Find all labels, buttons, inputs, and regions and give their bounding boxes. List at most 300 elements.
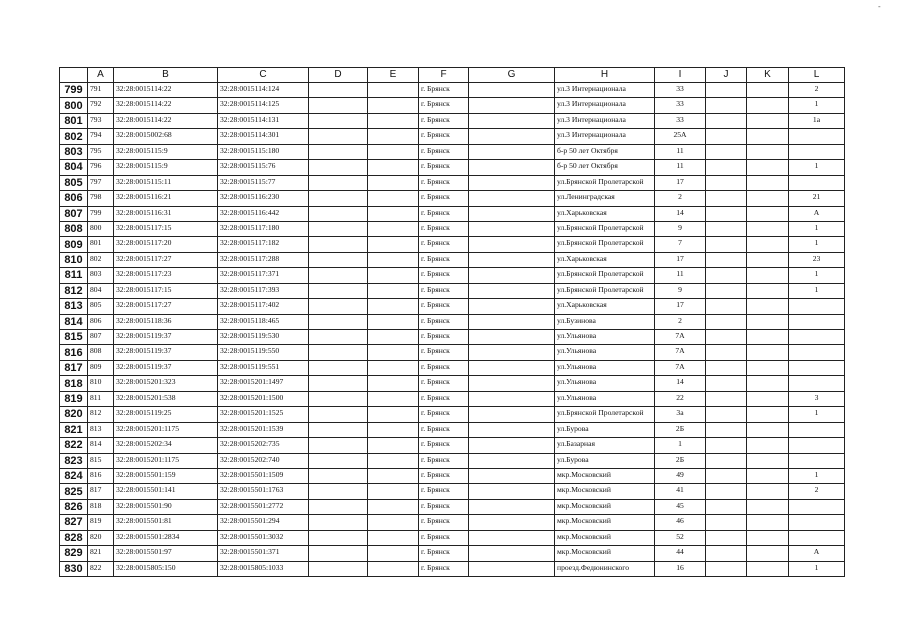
cell-k[interactable] — [747, 484, 789, 499]
cell-i[interactable]: 49 — [655, 468, 706, 483]
row-number-cell[interactable]: 805 — [60, 175, 88, 190]
cell-j[interactable] — [706, 191, 747, 206]
cell-k[interactable] — [747, 113, 789, 128]
cell-h[interactable]: ул.Бузинова — [555, 314, 655, 329]
cell-g[interactable] — [469, 144, 555, 159]
cell-k[interactable] — [747, 345, 789, 360]
cell-l[interactable]: 1 — [789, 561, 845, 576]
cell-l[interactable]: А — [789, 206, 845, 221]
cell-d[interactable] — [309, 83, 368, 98]
cell-g[interactable] — [469, 515, 555, 530]
cell-h[interactable]: ул.Бурова — [555, 422, 655, 437]
cell-f[interactable]: г. Брянск — [419, 237, 469, 252]
cell-d[interactable] — [309, 499, 368, 514]
cell-a[interactable]: 801 — [88, 237, 114, 252]
cell-k[interactable] — [747, 499, 789, 514]
cell-l[interactable]: 23 — [789, 252, 845, 267]
cell-f[interactable]: г. Брянск — [419, 499, 469, 514]
row-number-cell[interactable]: 808 — [60, 221, 88, 236]
cell-h[interactable]: ул.Бурова — [555, 453, 655, 468]
cell-b[interactable]: 32:28:0015117:23 — [114, 268, 218, 283]
cell-d[interactable] — [309, 453, 368, 468]
column-header-j[interactable]: J — [706, 68, 747, 83]
cell-b[interactable]: 32:28:0015117:20 — [114, 237, 218, 252]
cell-j[interactable] — [706, 561, 747, 576]
cell-f[interactable]: г. Брянск — [419, 191, 469, 206]
row-number-cell[interactable]: 799 — [60, 83, 88, 98]
cell-j[interactable] — [706, 376, 747, 391]
cell-a[interactable]: 813 — [88, 422, 114, 437]
cell-e[interactable] — [368, 345, 419, 360]
cell-a[interactable]: 806 — [88, 314, 114, 329]
cell-k[interactable] — [747, 206, 789, 221]
cell-k[interactable] — [747, 237, 789, 252]
column-header-g[interactable]: G — [469, 68, 555, 83]
row-number-cell[interactable]: 812 — [60, 283, 88, 298]
cell-e[interactable] — [368, 283, 419, 298]
cell-h[interactable]: ул.Ульянова — [555, 360, 655, 375]
cell-g[interactable] — [469, 83, 555, 98]
cell-l[interactable] — [789, 345, 845, 360]
cell-a[interactable]: 805 — [88, 299, 114, 314]
cell-c[interactable]: 32:28:0015114:131 — [218, 113, 309, 128]
cell-b[interactable]: 32:28:0015119:37 — [114, 360, 218, 375]
cell-i[interactable]: 17 — [655, 299, 706, 314]
cell-i[interactable]: 44 — [655, 546, 706, 561]
cell-h[interactable]: мкр.Московский — [555, 484, 655, 499]
cell-e[interactable] — [368, 453, 419, 468]
cell-h[interactable]: ул.Брянской Пролетарской — [555, 237, 655, 252]
cell-g[interactable] — [469, 191, 555, 206]
cell-k[interactable] — [747, 391, 789, 406]
cell-l[interactable]: 1 — [789, 160, 845, 175]
cell-g[interactable] — [469, 268, 555, 283]
cell-h[interactable]: ул.Ульянова — [555, 330, 655, 345]
row-number-cell[interactable]: 819 — [60, 391, 88, 406]
column-header-d[interactable]: D — [309, 68, 368, 83]
cell-f[interactable]: г. Брянск — [419, 175, 469, 190]
cell-l[interactable] — [789, 515, 845, 530]
cell-c[interactable]: 32:28:0015119:551 — [218, 360, 309, 375]
cell-i[interactable]: 2Б — [655, 453, 706, 468]
cell-b[interactable]: 32:28:0015119:25 — [114, 407, 218, 422]
cell-j[interactable] — [706, 129, 747, 144]
cell-a[interactable]: 817 — [88, 484, 114, 499]
cell-d[interactable] — [309, 330, 368, 345]
cell-g[interactable] — [469, 206, 555, 221]
cell-g[interactable] — [469, 484, 555, 499]
cell-h[interactable]: мкр.Московский — [555, 530, 655, 545]
cell-d[interactable] — [309, 206, 368, 221]
cell-k[interactable] — [747, 252, 789, 267]
cell-j[interactable] — [706, 283, 747, 298]
cell-e[interactable] — [368, 484, 419, 499]
cell-g[interactable] — [469, 391, 555, 406]
cell-g[interactable] — [469, 530, 555, 545]
cell-c[interactable]: 32:28:0015115:76 — [218, 160, 309, 175]
cell-a[interactable]: 795 — [88, 144, 114, 159]
cell-d[interactable] — [309, 237, 368, 252]
cell-i[interactable]: 9 — [655, 221, 706, 236]
row-number-cell[interactable]: 803 — [60, 144, 88, 159]
cell-g[interactable] — [469, 330, 555, 345]
cell-j[interactable] — [706, 546, 747, 561]
cell-j[interactable] — [706, 515, 747, 530]
cell-l[interactable]: 1 — [789, 237, 845, 252]
cell-j[interactable] — [706, 252, 747, 267]
row-number-cell[interactable]: 814 — [60, 314, 88, 329]
cell-k[interactable] — [747, 160, 789, 175]
cell-e[interactable] — [368, 314, 419, 329]
cell-i[interactable]: 7А — [655, 330, 706, 345]
row-number-cell[interactable]: 818 — [60, 376, 88, 391]
cell-k[interactable] — [747, 268, 789, 283]
cell-h[interactable]: мкр.Московский — [555, 515, 655, 530]
column-header-k[interactable]: K — [747, 68, 789, 83]
cell-e[interactable] — [368, 191, 419, 206]
cell-l[interactable]: А — [789, 546, 845, 561]
row-number-cell[interactable]: 827 — [60, 515, 88, 530]
cell-g[interactable] — [469, 499, 555, 514]
cell-e[interactable] — [368, 360, 419, 375]
row-number-cell[interactable]: 829 — [60, 546, 88, 561]
cell-g[interactable] — [469, 221, 555, 236]
cell-a[interactable]: 819 — [88, 515, 114, 530]
cell-j[interactable] — [706, 83, 747, 98]
cell-k[interactable] — [747, 546, 789, 561]
cell-f[interactable]: г. Брянск — [419, 453, 469, 468]
cell-k[interactable] — [747, 407, 789, 422]
cell-c[interactable]: 32:28:0015114:125 — [218, 98, 309, 113]
cell-c[interactable]: 32:28:0015117:371 — [218, 268, 309, 283]
cell-d[interactable] — [309, 144, 368, 159]
cell-f[interactable]: г. Брянск — [419, 530, 469, 545]
cell-h[interactable]: ул.Харьковская — [555, 206, 655, 221]
cell-h[interactable]: мкр.Московский — [555, 499, 655, 514]
cell-b[interactable]: 32:28:0015117:27 — [114, 299, 218, 314]
cell-k[interactable] — [747, 453, 789, 468]
cell-k[interactable] — [747, 314, 789, 329]
cell-e[interactable] — [368, 221, 419, 236]
cell-h[interactable]: ул.Брянской Пролетарской — [555, 175, 655, 190]
cell-g[interactable] — [469, 438, 555, 453]
cell-a[interactable]: 804 — [88, 283, 114, 298]
cell-f[interactable]: г. Брянск — [419, 206, 469, 221]
cell-j[interactable] — [706, 314, 747, 329]
cell-i[interactable]: 2 — [655, 314, 706, 329]
cell-c[interactable]: 32:28:0015501:294 — [218, 515, 309, 530]
cell-j[interactable] — [706, 330, 747, 345]
cell-e[interactable] — [368, 268, 419, 283]
row-number-cell[interactable]: 820 — [60, 407, 88, 422]
cell-d[interactable] — [309, 98, 368, 113]
cell-l[interactable] — [789, 422, 845, 437]
column-header-b[interactable]: B — [114, 68, 218, 83]
cell-a[interactable]: 820 — [88, 530, 114, 545]
cell-f[interactable]: г. Брянск — [419, 314, 469, 329]
cell-g[interactable] — [469, 160, 555, 175]
cell-k[interactable] — [747, 561, 789, 576]
cell-d[interactable] — [309, 515, 368, 530]
row-number-cell[interactable]: 806 — [60, 191, 88, 206]
row-number-cell[interactable]: 800 — [60, 98, 88, 113]
cell-l[interactable]: 3 — [789, 391, 845, 406]
cell-a[interactable]: 818 — [88, 499, 114, 514]
cell-f[interactable]: г. Брянск — [419, 83, 469, 98]
cell-k[interactable] — [747, 530, 789, 545]
cell-b[interactable]: 32:28:0015501:159 — [114, 468, 218, 483]
cell-l[interactable] — [789, 530, 845, 545]
cell-c[interactable]: 32:28:0015114:124 — [218, 83, 309, 98]
cell-e[interactable] — [368, 113, 419, 128]
cell-j[interactable] — [706, 422, 747, 437]
cell-i[interactable]: 33 — [655, 83, 706, 98]
cell-i[interactable]: 9 — [655, 283, 706, 298]
cell-k[interactable] — [747, 83, 789, 98]
cell-b[interactable]: 32:28:0015501:90 — [114, 499, 218, 514]
cell-j[interactable] — [706, 499, 747, 514]
cell-c[interactable]: 32:28:0015117:393 — [218, 283, 309, 298]
cell-h[interactable]: ул.Харьковская — [555, 252, 655, 267]
cell-d[interactable] — [309, 391, 368, 406]
cell-h[interactable]: ул.3 Интернационала — [555, 83, 655, 98]
cell-d[interactable] — [309, 191, 368, 206]
cell-b[interactable]: 32:28:0015118:36 — [114, 314, 218, 329]
cell-d[interactable] — [309, 283, 368, 298]
cell-a[interactable]: 799 — [88, 206, 114, 221]
cell-e[interactable] — [368, 407, 419, 422]
cell-k[interactable] — [747, 98, 789, 113]
cell-l[interactable]: 1 — [789, 283, 845, 298]
cell-g[interactable] — [469, 129, 555, 144]
cell-j[interactable] — [706, 237, 747, 252]
cell-l[interactable]: 2 — [789, 484, 845, 499]
cell-e[interactable] — [368, 561, 419, 576]
cell-d[interactable] — [309, 546, 368, 561]
cell-g[interactable] — [469, 546, 555, 561]
cell-i[interactable]: 3а — [655, 407, 706, 422]
cell-g[interactable] — [469, 345, 555, 360]
row-number-cell[interactable]: 815 — [60, 330, 88, 345]
cell-c[interactable]: 32:28:0015115:180 — [218, 144, 309, 159]
cell-b[interactable]: 32:28:0015115:9 — [114, 160, 218, 175]
cell-a[interactable]: 822 — [88, 561, 114, 576]
cell-e[interactable] — [368, 422, 419, 437]
cell-b[interactable]: 32:28:0015201:323 — [114, 376, 218, 391]
column-header-l[interactable]: L — [789, 68, 845, 83]
cell-k[interactable] — [747, 144, 789, 159]
cell-a[interactable]: 816 — [88, 468, 114, 483]
cell-k[interactable] — [747, 221, 789, 236]
cell-c[interactable]: 32:28:0015117:288 — [218, 252, 309, 267]
cell-e[interactable] — [368, 252, 419, 267]
cell-k[interactable] — [747, 191, 789, 206]
cell-e[interactable] — [368, 330, 419, 345]
cell-c[interactable]: 32:28:0015201:1539 — [218, 422, 309, 437]
cell-i[interactable]: 1 — [655, 438, 706, 453]
cell-h[interactable]: ул.Брянской Пролетарской — [555, 407, 655, 422]
cell-d[interactable] — [309, 561, 368, 576]
cell-g[interactable] — [469, 98, 555, 113]
cell-e[interactable] — [368, 546, 419, 561]
cell-c[interactable]: 32:28:0015116:230 — [218, 191, 309, 206]
cell-j[interactable] — [706, 438, 747, 453]
cell-g[interactable] — [469, 314, 555, 329]
row-number-cell[interactable]: 811 — [60, 268, 88, 283]
cell-j[interactable] — [706, 160, 747, 175]
cell-i[interactable]: 11 — [655, 268, 706, 283]
cell-l[interactable]: 1 — [789, 407, 845, 422]
cell-j[interactable] — [706, 113, 747, 128]
cell-f[interactable]: г. Брянск — [419, 129, 469, 144]
cell-a[interactable]: 802 — [88, 252, 114, 267]
cell-e[interactable] — [368, 499, 419, 514]
cell-g[interactable] — [469, 299, 555, 314]
cell-a[interactable]: 810 — [88, 376, 114, 391]
cell-e[interactable] — [368, 160, 419, 175]
cell-c[interactable]: 32:28:0015501:1509 — [218, 468, 309, 483]
cell-k[interactable] — [747, 283, 789, 298]
cell-k[interactable] — [747, 515, 789, 530]
cell-e[interactable] — [368, 144, 419, 159]
cell-a[interactable]: 791 — [88, 83, 114, 98]
cell-g[interactable] — [469, 360, 555, 375]
cell-b[interactable]: 32:28:0015201:538 — [114, 391, 218, 406]
cell-k[interactable] — [747, 330, 789, 345]
cell-l[interactable] — [789, 144, 845, 159]
cell-i[interactable]: 17 — [655, 175, 706, 190]
cell-b[interactable]: 32:28:0015201:1175 — [114, 422, 218, 437]
cell-l[interactable]: 1 — [789, 98, 845, 113]
cell-h[interactable]: ул.Базарная — [555, 438, 655, 453]
cell-i[interactable]: 11 — [655, 144, 706, 159]
cell-c[interactable]: 32:28:0015501:2772 — [218, 499, 309, 514]
cell-j[interactable] — [706, 98, 747, 113]
row-number-cell[interactable]: 823 — [60, 453, 88, 468]
cell-l[interactable] — [789, 314, 845, 329]
cell-h[interactable]: ул.3 Интернационала — [555, 98, 655, 113]
cell-i[interactable]: 17 — [655, 252, 706, 267]
cell-j[interactable] — [706, 407, 747, 422]
cell-l[interactable]: 1 — [789, 468, 845, 483]
cell-k[interactable] — [747, 468, 789, 483]
cell-b[interactable]: 32:28:0015002:68 — [114, 129, 218, 144]
cell-h[interactable]: ул.Ульянова — [555, 345, 655, 360]
cell-d[interactable] — [309, 484, 368, 499]
row-number-cell[interactable]: 802 — [60, 129, 88, 144]
cell-b[interactable]: 32:28:0015115:9 — [114, 144, 218, 159]
cell-h[interactable]: ул.Ленинградская — [555, 191, 655, 206]
row-number-cell[interactable]: 813 — [60, 299, 88, 314]
cell-d[interactable] — [309, 376, 368, 391]
cell-k[interactable] — [747, 360, 789, 375]
cell-e[interactable] — [368, 299, 419, 314]
cell-c[interactable]: 32:28:0015805:1033 — [218, 561, 309, 576]
row-number-cell[interactable]: 825 — [60, 484, 88, 499]
cell-g[interactable] — [469, 422, 555, 437]
cell-a[interactable]: 800 — [88, 221, 114, 236]
cell-j[interactable] — [706, 299, 747, 314]
cell-i[interactable]: 46 — [655, 515, 706, 530]
cell-d[interactable] — [309, 314, 368, 329]
cell-j[interactable] — [706, 468, 747, 483]
cell-k[interactable] — [747, 376, 789, 391]
cell-k[interactable] — [747, 175, 789, 190]
cell-i[interactable]: 33 — [655, 98, 706, 113]
row-number-cell[interactable]: 826 — [60, 499, 88, 514]
cell-l[interactable]: 2 — [789, 83, 845, 98]
cell-f[interactable]: г. Брянск — [419, 376, 469, 391]
cell-l[interactable]: 1а — [789, 113, 845, 128]
cell-e[interactable] — [368, 376, 419, 391]
cell-f[interactable]: г. Брянск — [419, 268, 469, 283]
cell-d[interactable] — [309, 113, 368, 128]
cell-d[interactable] — [309, 422, 368, 437]
cell-i[interactable]: 2Б — [655, 422, 706, 437]
row-number-cell[interactable]: 807 — [60, 206, 88, 221]
cell-d[interactable] — [309, 468, 368, 483]
cell-h[interactable]: мкр.Московский — [555, 546, 655, 561]
cell-a[interactable]: 814 — [88, 438, 114, 453]
cell-c[interactable]: 32:28:0015119:530 — [218, 330, 309, 345]
cell-f[interactable]: г. Брянск — [419, 360, 469, 375]
cell-c[interactable]: 32:28:0015501:3032 — [218, 530, 309, 545]
cell-j[interactable] — [706, 206, 747, 221]
cell-b[interactable]: 32:28:0015114:22 — [114, 113, 218, 128]
cell-a[interactable]: 821 — [88, 546, 114, 561]
row-number-cell[interactable]: 810 — [60, 252, 88, 267]
cell-l[interactable] — [789, 299, 845, 314]
cell-b[interactable]: 32:28:0015117:15 — [114, 283, 218, 298]
cell-f[interactable]: г. Брянск — [419, 330, 469, 345]
cell-f[interactable]: г. Брянск — [419, 144, 469, 159]
cell-e[interactable] — [368, 515, 419, 530]
cell-b[interactable]: 32:28:0015501:2834 — [114, 530, 218, 545]
cell-b[interactable]: 32:28:0015117:27 — [114, 252, 218, 267]
cell-f[interactable]: г. Брянск — [419, 484, 469, 499]
cell-d[interactable] — [309, 160, 368, 175]
cell-b[interactable]: 32:28:0015115:11 — [114, 175, 218, 190]
column-header-h[interactable]: H — [555, 68, 655, 83]
cell-i[interactable]: 14 — [655, 206, 706, 221]
cell-j[interactable] — [706, 268, 747, 283]
cell-f[interactable]: г. Брянск — [419, 283, 469, 298]
cell-c[interactable]: 32:28:0015201:1497 — [218, 376, 309, 391]
cell-e[interactable] — [368, 129, 419, 144]
cell-f[interactable]: г. Брянск — [419, 515, 469, 530]
column-header-e[interactable]: E — [368, 68, 419, 83]
cell-e[interactable] — [368, 175, 419, 190]
cell-e[interactable] — [368, 530, 419, 545]
cell-a[interactable]: 811 — [88, 391, 114, 406]
row-number-cell[interactable]: 809 — [60, 237, 88, 252]
cell-b[interactable]: 32:28:0015501:97 — [114, 546, 218, 561]
cell-c[interactable]: 32:28:0015501:1763 — [218, 484, 309, 499]
cell-k[interactable] — [747, 129, 789, 144]
cell-i[interactable]: 52 — [655, 530, 706, 545]
cell-f[interactable]: г. Брянск — [419, 422, 469, 437]
cell-h[interactable]: ул.3 Интернационала — [555, 129, 655, 144]
cell-e[interactable] — [368, 391, 419, 406]
cell-l[interactable] — [789, 129, 845, 144]
cell-l[interactable]: 21 — [789, 191, 845, 206]
cell-g[interactable] — [469, 453, 555, 468]
column-header-f[interactable]: F — [419, 68, 469, 83]
cell-d[interactable] — [309, 299, 368, 314]
cell-f[interactable]: г. Брянск — [419, 438, 469, 453]
cell-b[interactable]: 32:28:0015114:22 — [114, 98, 218, 113]
cell-f[interactable]: г. Брянск — [419, 407, 469, 422]
